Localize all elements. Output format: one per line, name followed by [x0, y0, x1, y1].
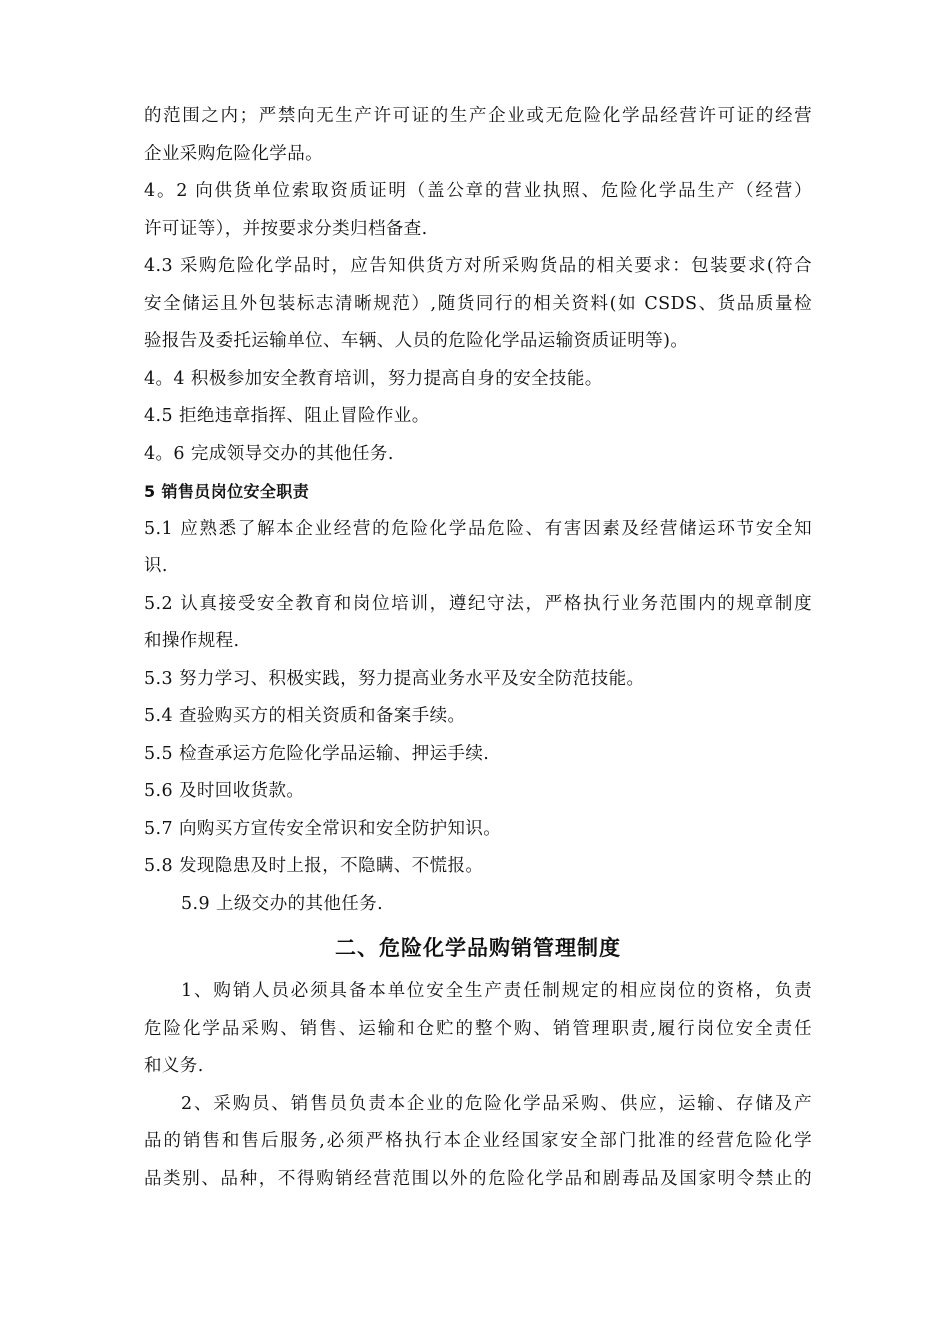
section-2-heading: 二、危险化学品购销管理制度 [335, 936, 621, 960]
paragraph-line: 品的销售和售后服务,必须严格执行本企业经国家安全部门批准的经营危险化学 [144, 1131, 812, 1151]
text-line: 5.4 查验购买方的相关资质和备案手续。 [144, 706, 466, 726]
section-5-heading: 5 销售员岗位安全职责 [144, 482, 310, 501]
text-line: 安全储运且外包装标志清晰规范）,随货同行的相关资料(如 CSDS、货品质量检 [144, 293, 812, 314]
paragraph-line: 1、购销人员必须具备本单位安全生产责任制规定的相应岗位的资格，负责 [181, 981, 812, 1001]
text-line: 5.9 上级交办的其他任务. [181, 893, 384, 914]
text-line: 5.3 努力学习、积极实践，努力提高业务水平及安全防范技能。 [144, 668, 645, 689]
text-line: 和操作规程. [144, 631, 240, 651]
paragraph-line: 危险化学品采购、销售、运输和仓贮的整个购、销管理职责,履行岗位安全责任 [144, 1018, 812, 1039]
text-line: 5.2 认真接受安全教育和岗位培训，遵纪守法，严格执行业务范围内的规章制度 [144, 593, 812, 614]
paragraph-line: 品类别、品种，不得购销经营范围以外的危险化学品和剧毒品及国家明令禁止的 [144, 1168, 812, 1189]
text-line: 4.3 采购危险化学品时，应告知供货方对所采购货品的相关要求：包装要求(符合 [144, 256, 812, 276]
text-line: 识. [144, 556, 168, 576]
text-line: 5.6 及时回收货款。 [144, 781, 305, 801]
text-line: 验报告及委托运输单位、车辆、人员的危险化学品运输资质证明等)。 [144, 331, 689, 351]
text-line: 许可证等），并按要求分类归档备查. [144, 218, 428, 239]
paragraph-line: 2、采购员、销售员负责本企业的危险化学品采购、供应，运输、存储及产 [181, 1093, 812, 1114]
text-line: 5.7 向购买方宣传安全常识和安全防护知识。 [144, 818, 502, 839]
text-line: 4。2 向供货单位索取资质证明（盖公章的营业执照、危险化学品生产（经营） [144, 181, 812, 201]
text-line: 4.5 拒绝违章指挥、阻止冒险作业。 [144, 406, 430, 426]
document-body [144, 98, 812, 1198]
text-line: 4。6 完成领导交办的其他任务. [144, 443, 394, 464]
text-line: 4。4 积极参加安全教育培训，努力提高自身的安全技能。 [144, 368, 603, 389]
text-line: 5.5 检查承运方危险化学品运输、押运手续. [144, 743, 490, 764]
text-line: 的范围之内；严禁向无生产许可证的生产企业或无危险化学品经营许可证的经营 [144, 106, 812, 126]
text-line: 5.8 发现隐患及时上报，不隐瞒、不慌报。 [144, 856, 484, 876]
text-line: 5.1 应熟悉了解本企业经营的危险化学品危险、有害因素及经营储运环节安全知 [144, 518, 812, 539]
text-line: 企业采购危险化学品。 [144, 143, 323, 164]
paragraph-line: 和义务. [144, 1056, 204, 1076]
